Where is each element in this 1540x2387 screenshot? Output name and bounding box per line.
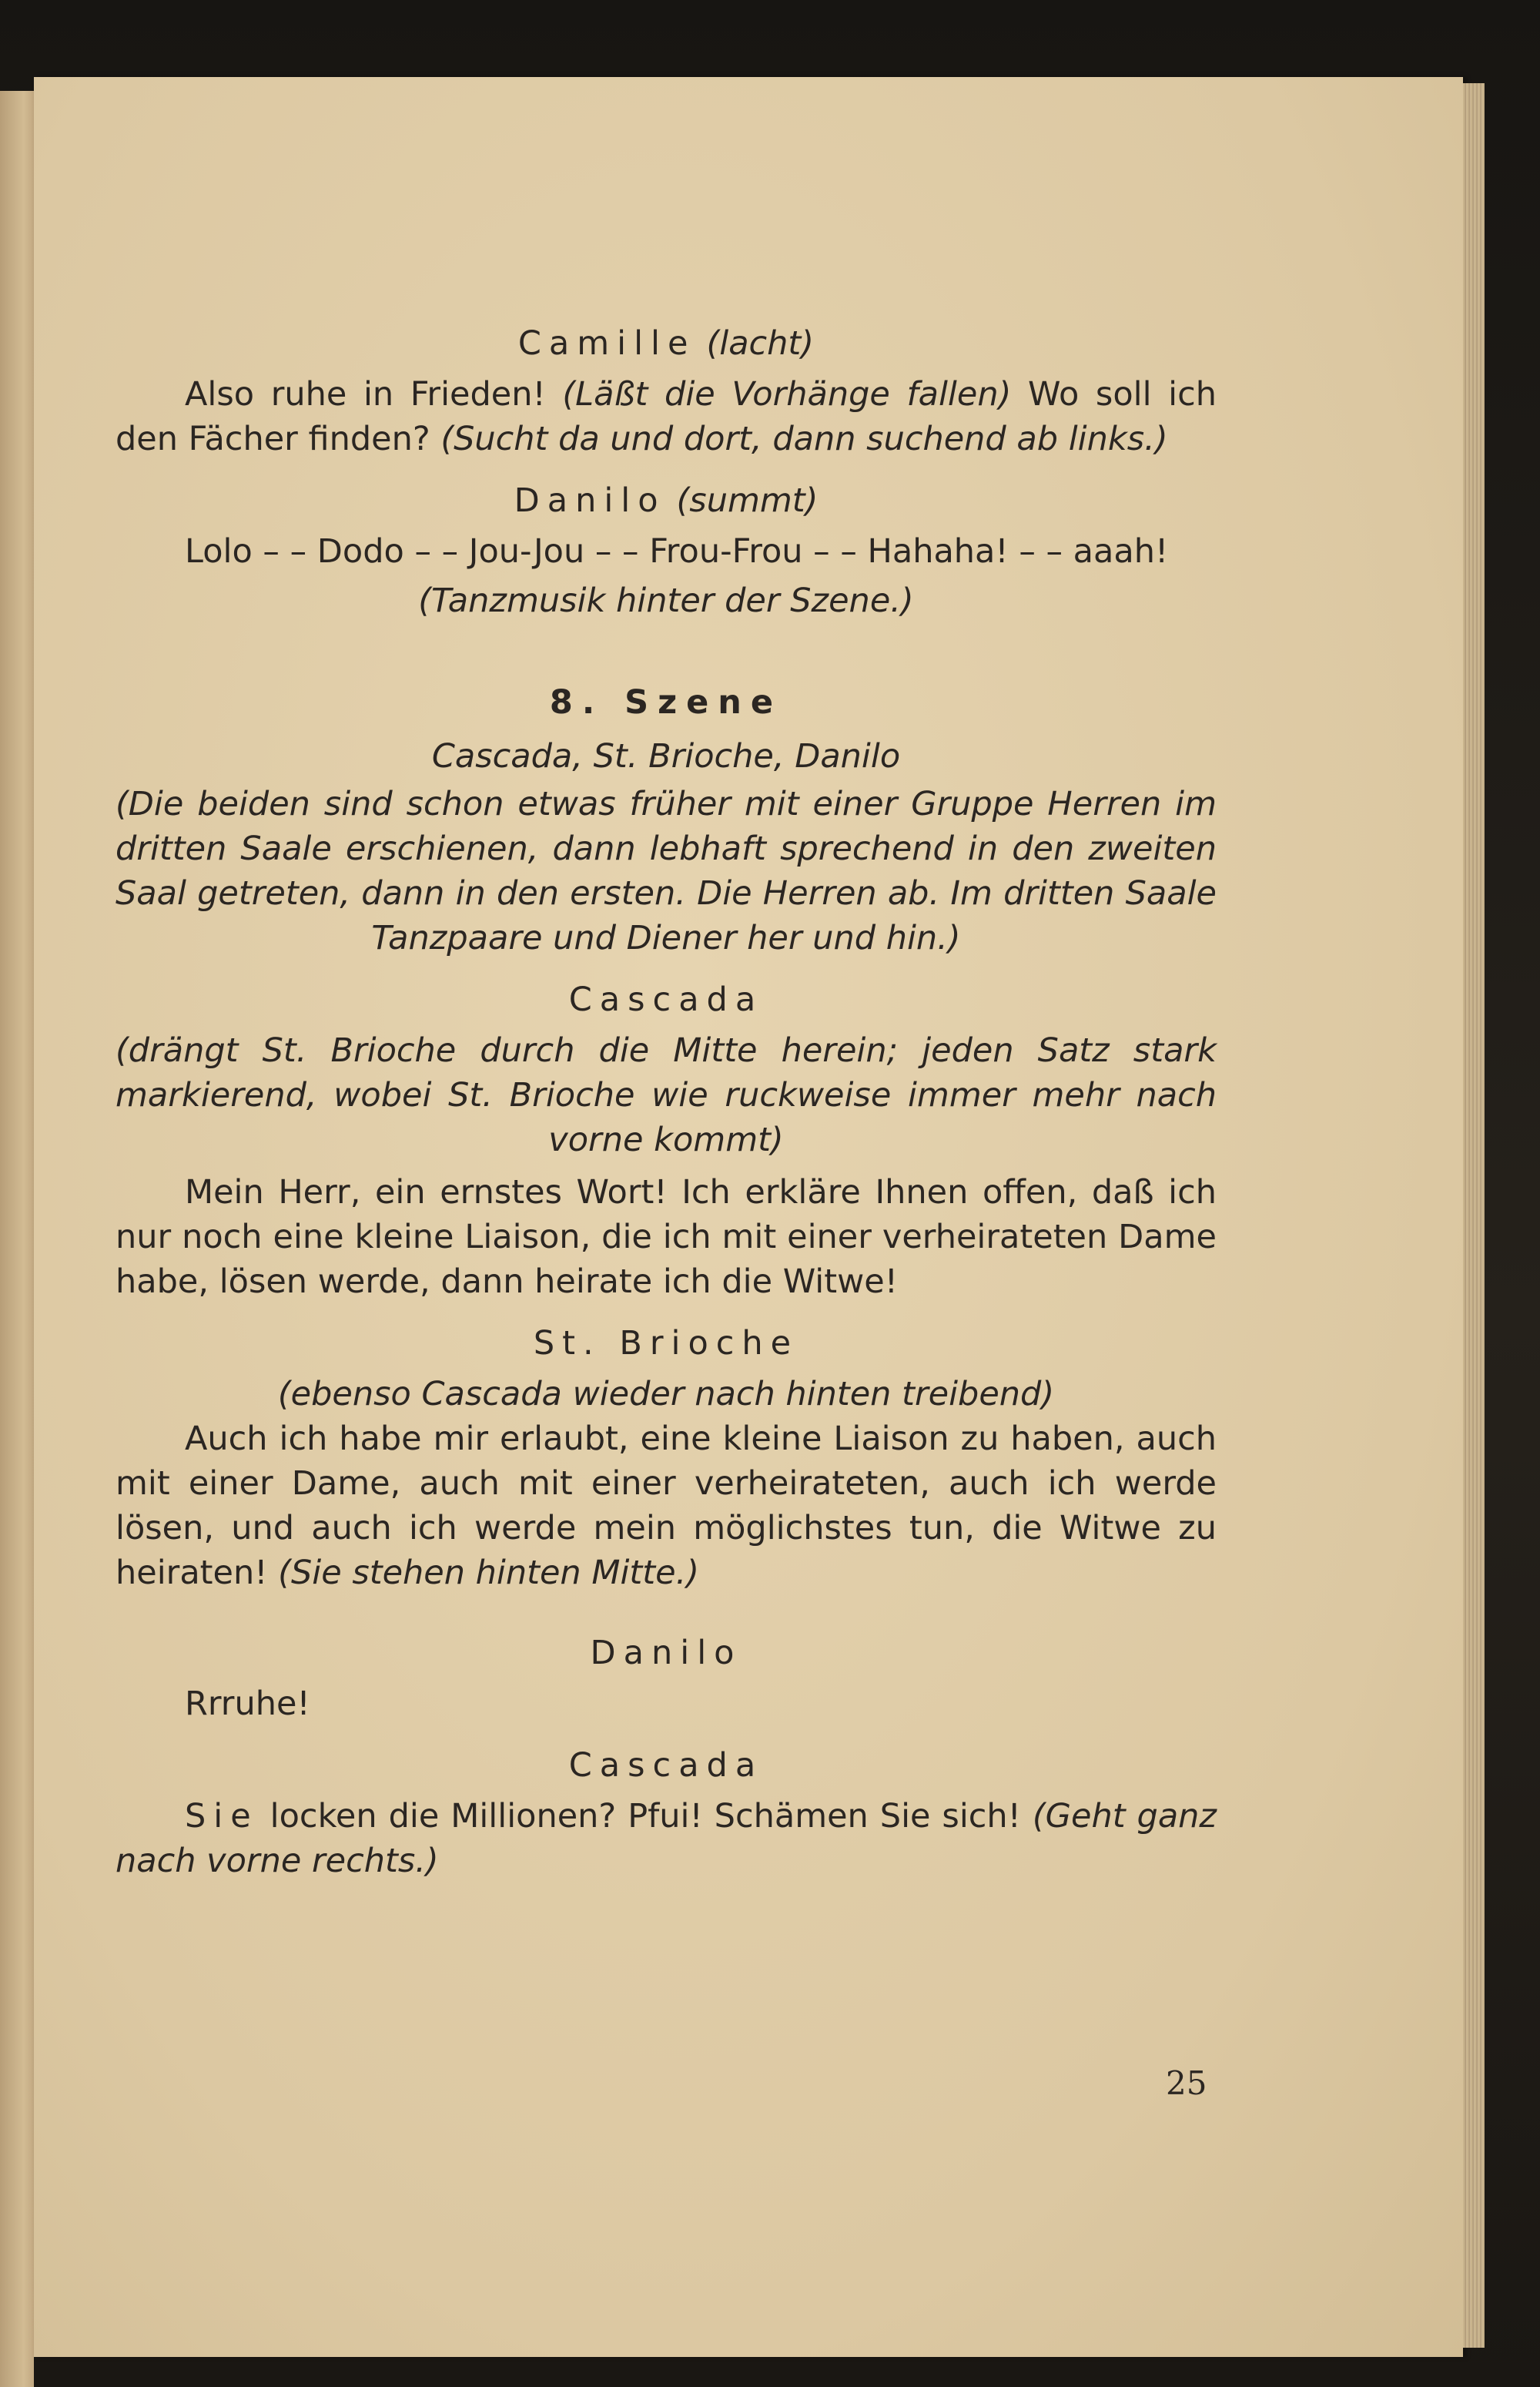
scene-title: 8. Szene — [549, 683, 783, 722]
speaker-name: Cascada — [568, 981, 764, 1019]
stage-direction: (summt) — [676, 481, 819, 520]
speaker-name: Camille — [517, 324, 696, 363]
dialogue-text: Auch ich habe mir erlaubt, eine kleine Liaison zu haben, auch mit einer Dame, auch mit einer verheirateten, auch ich werde lösen, und auch ich werde mein möglichstes tun, die Witwe zu heiraten! — [116, 1420, 1217, 1592]
dialogue-cascada-2 — [116, 1794, 1217, 1883]
stage-direction-brioche: (ebenso Cascada wieder nach hinten treibend) — [277, 1375, 1055, 1413]
speaker-name: Danilo — [514, 481, 666, 520]
speaker-name: St. Brioche — [533, 1324, 799, 1363]
dialogue-cascada: Mein Herr, ein ernstes Wort! Ich erkläre Ihnen offen, daß ich nur noch eine kleine Liaison, die ich mit einer verheirateten Dame habe, lösen werde, dann heirate ich die Witwe! — [116, 1173, 1217, 1301]
page-text — [116, 304, 1217, 1888]
stage-direction: (Sie stehen hinten Mitte.) — [278, 1554, 700, 1592]
dialogue-danilo: Lolo – – Dodo – – Jou-Jou – – Frou-Frou – – Hahaha! – – aaah! — [185, 532, 1169, 571]
dialogue-text: Wo soll ich den Fächer finden? — [116, 375, 1217, 458]
dialogue-text: Also ruhe in Frieden! — [185, 375, 563, 414]
speaker-st-brioche — [116, 1321, 1217, 1366]
dialogue-camille — [116, 372, 1217, 461]
stage-direction: (Sucht da und dort, dann suchend ab links.) — [440, 420, 1168, 458]
speaker-name: Danilo — [590, 1634, 742, 1672]
speaker-cascada — [116, 977, 1217, 1022]
speaker-name: Cascada — [568, 1746, 764, 1785]
speaker-danilo — [116, 478, 1217, 523]
scene-stage-direction: (Die beiden sind schon etwas früher mit einer Gruppe Herren im dritten Saale erschienen, dann lebhaft sprechend in den zweiten Saal getreten, dann in den ersten. Die Herren ab. Im dritten Saale Tanzpaare und Diener her und hin.) — [116, 785, 1217, 957]
speaker-danilo-2 — [116, 1631, 1217, 1675]
stage-direction: (lacht) — [706, 324, 815, 363]
emphasized-word: Sie — [185, 1797, 259, 1836]
stage-direction: (Läßt die Vorhänge fallen) — [562, 375, 1012, 414]
stage-direction: (Geht ganz nach vorne rechts.) — [116, 1797, 1217, 1880]
scene-cast: Cascada, St. Brioche, Danilo — [431, 737, 901, 776]
facing-page-edge — [0, 91, 34, 2387]
stage-direction-cascada: (drängt St. Brioche durch die Mitte herein; jeden Satz stark markierend, wobei St. Brioche wie ruckweise immer mehr nach vorne kommt) — [116, 1031, 1217, 1159]
page-number: 25 — [1166, 2064, 1207, 2102]
dialogue-danilo-2: Rrruhe! — [185, 1685, 310, 1723]
dialogue-text: locken die Millionen? Pfui! Schämen Sie sich! — [258, 1797, 1033, 1836]
dialogue-st-brioche — [116, 1416, 1217, 1595]
speaker-camille — [116, 321, 1217, 366]
stage-direction-tanzmusik: (Tanzmusik hinter der Szene.) — [418, 582, 914, 620]
speaker-cascada-2 — [116, 1743, 1217, 1788]
page-stack-edges — [1463, 83, 1485, 2348]
